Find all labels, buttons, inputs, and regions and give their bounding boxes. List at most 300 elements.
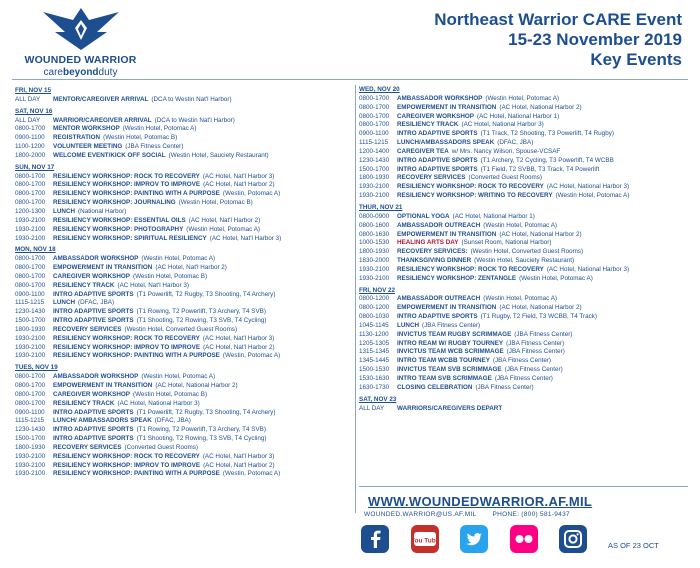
event-time: 1315-1345 bbox=[359, 348, 390, 356]
event-name: THANKSGIVING DINNER bbox=[397, 257, 472, 265]
event-time: 0800-1700 bbox=[15, 125, 46, 133]
event-location: (Westin, Potomac A) bbox=[222, 352, 281, 360]
event-name: RESILIENCY TRACK bbox=[53, 281, 115, 289]
event-time: 1930-2100 bbox=[15, 334, 46, 342]
event-row bbox=[15, 426, 355, 435]
event-name: WARRIORS/CAREGIVERS DEPART bbox=[397, 404, 503, 412]
event-location: (T1 Rugby, T2 Field, T3 WCBB, T4 Track) bbox=[480, 313, 598, 321]
event-row bbox=[15, 409, 355, 418]
event-row bbox=[359, 95, 689, 104]
event-time: ALL DAY bbox=[15, 95, 41, 103]
event-location: (AC Hotel, National Harbor 3) bbox=[117, 399, 200, 407]
event-name: CAREGIVER WORKSHOP bbox=[53, 390, 130, 398]
event-name: INTRO ADAPTIVE SPORTS bbox=[53, 408, 134, 416]
event-name: VOLUNTEER MEETING bbox=[53, 143, 123, 151]
event-location: (JBA Fitness Center) bbox=[422, 321, 481, 329]
event-row bbox=[15, 152, 355, 161]
event-name: INTRO ADAPTIVE SPORTS bbox=[53, 290, 134, 298]
event-time: 0900-1100 bbox=[15, 408, 45, 416]
youtube-icon[interactable] bbox=[411, 525, 439, 553]
event-row bbox=[15, 273, 355, 282]
event-time: 1930-2100 bbox=[15, 352, 46, 360]
event-time: 1230-1430 bbox=[15, 308, 46, 316]
event-name: AMBASSADOR OUTREACH bbox=[397, 295, 481, 303]
event-location: (JBA Fitness Center) bbox=[506, 339, 565, 347]
event-name: EMPOWERMENT IN TRANSITION bbox=[53, 264, 153, 272]
event-location: (T1 Rowing, T2 Powerlift, T3 Archery, T4 SVB) bbox=[136, 308, 266, 316]
event-name: AMBASSADOR WORKSHOP bbox=[53, 255, 139, 263]
event-name: INVICTUS TEAM WCB SCRIMMAGE bbox=[397, 348, 504, 356]
event-row bbox=[15, 344, 355, 353]
event-location: (T1 Rowing, T2 Powerlift, T3 Archery, T4 SVB) bbox=[136, 426, 266, 434]
event-row bbox=[15, 190, 355, 199]
title-line-3: Key Events bbox=[590, 50, 682, 69]
event-location: (T1 Shooting, T2 Rowing, T3 SVB, T4 Cycling) bbox=[136, 435, 267, 443]
event-time: 0800-1700 bbox=[15, 281, 46, 289]
event-name: INTRO ADAPTIVE SPORTS bbox=[397, 130, 478, 138]
event-name: LUNCH/AMBASSADORS SPEAK bbox=[397, 139, 495, 147]
event-row bbox=[15, 173, 355, 182]
day-block bbox=[15, 364, 355, 479]
event-row bbox=[359, 257, 689, 266]
event-name: INTRO ADAPTIVE SPORTS bbox=[397, 156, 478, 164]
title-line-1: Northeast Warrior CARE Event bbox=[434, 10, 682, 29]
event-time: 1500-1700 bbox=[359, 165, 390, 173]
event-name: MENTOR/CAREGIVER ARRIVAL bbox=[53, 95, 149, 103]
event-name: LUNCH bbox=[397, 321, 420, 329]
event-row bbox=[359, 304, 689, 313]
event-location: (Westin Hotel, Potomac B) bbox=[178, 199, 253, 207]
event-name: HEALING ARTS DAY bbox=[397, 239, 459, 247]
event-row bbox=[359, 295, 689, 304]
event-time: 1800-1930 bbox=[359, 248, 390, 256]
day-header: THUR, NOV 21 bbox=[359, 203, 403, 211]
event-location: (T1 Shooting, T2 Rowing, T3 SVB, T4 Cycling) bbox=[136, 317, 267, 325]
event-name: INVICTUS TEAM SVB SCRIMMAGE bbox=[397, 366, 502, 374]
logo-wordmark: WOUNDED WARRIOR bbox=[24, 54, 137, 66]
event-time: 1530-1630 bbox=[359, 375, 390, 382]
event-time: 1200-1400 bbox=[359, 147, 390, 155]
event-location: (National Harbor) bbox=[78, 207, 127, 215]
event-time: 1800-1930 bbox=[359, 174, 390, 182]
event-row bbox=[15, 264, 355, 273]
event-row bbox=[15, 291, 355, 300]
instagram-icon[interactable] bbox=[559, 525, 587, 553]
event-location: (Westin, Potomac A) bbox=[222, 190, 281, 198]
event-time: 0800-1700 bbox=[15, 199, 46, 207]
event-location: (Westin Hotel, Potomac A) bbox=[141, 255, 216, 263]
event-name: RECOVERY SERVICES bbox=[397, 174, 466, 182]
event-name: MENTOR WORKSHOP bbox=[53, 125, 120, 133]
event-name: AMBASSADOR WORKSHOP bbox=[397, 94, 483, 102]
event-location: (Westin Hotel, Potomac A) bbox=[122, 125, 197, 133]
event-location: (T1 Powerlift, T2 Rugby, T3 Shooting, T4 Archery) bbox=[136, 290, 276, 298]
event-row bbox=[15, 208, 355, 217]
svg-text:You Tube: You Tube bbox=[411, 537, 439, 545]
event-name: CAREGIVER WORKSHOP bbox=[397, 112, 474, 120]
event-location: (Westin, Potomac A) bbox=[222, 470, 281, 478]
event-name: EMPOWERMENT IN TRANSITION bbox=[397, 304, 497, 312]
event-time: 1100-1200 bbox=[15, 143, 45, 151]
event-time: 1200-1300 bbox=[15, 207, 46, 215]
day-block bbox=[359, 287, 689, 393]
event-location: (T1 Powerlift, T2 Rugby, T3 Shooting, T4 Archery) bbox=[136, 408, 276, 416]
event-name: WARRIOR/CAREGIVER ARRIVAL bbox=[53, 116, 152, 124]
page-title bbox=[434, 10, 682, 70]
event-name: CLOSING CELEBRATION bbox=[397, 383, 473, 391]
title-line-2: 15-23 November 2019 bbox=[508, 30, 682, 49]
event-row bbox=[15, 444, 355, 453]
event-row bbox=[15, 373, 355, 382]
event-row bbox=[15, 96, 355, 105]
event-row bbox=[359, 222, 689, 231]
event-location: (AC Hotel, National Harbor 1) bbox=[476, 112, 560, 120]
event-row bbox=[15, 181, 355, 190]
event-row bbox=[15, 382, 355, 391]
event-time: 1230-1430 bbox=[359, 156, 390, 164]
event-time: 1930-2100 bbox=[359, 183, 390, 191]
event-time: 0800-1700 bbox=[15, 181, 46, 189]
event-time: 1930-2100 bbox=[15, 461, 46, 469]
event-row bbox=[15, 470, 355, 479]
event-row bbox=[359, 213, 689, 222]
event-name: RESILIENCY WORKSHOP: WRITING TO RECOVERY bbox=[397, 192, 553, 200]
event-time: 0800-0900 bbox=[359, 212, 390, 220]
contact-phone: PHONE: (800) 581-9437 bbox=[492, 511, 570, 518]
event-location: (JBA Fitness Center) bbox=[504, 366, 563, 374]
event-location: (Westin Hotel, Sauciety Restaurant) bbox=[168, 151, 269, 159]
event-row bbox=[15, 125, 355, 134]
event-location: (Westin Hotel, Potomac A) bbox=[555, 192, 630, 200]
event-row bbox=[15, 217, 355, 226]
event-row bbox=[359, 375, 689, 384]
event-row bbox=[15, 117, 355, 126]
day-block bbox=[15, 108, 355, 161]
event-time: 1930-2100 bbox=[359, 265, 390, 273]
day-header: FRI, NOV 15 bbox=[15, 87, 52, 94]
event-row bbox=[359, 313, 689, 322]
event-location: (AC Hotel, National Harbor 1) bbox=[452, 212, 535, 220]
event-row bbox=[15, 400, 355, 409]
website-link[interactable]: WWW.WOUNDEDWARRIOR.AF.MIL bbox=[368, 494, 593, 509]
event-location: (Converted Guest Rooms) bbox=[468, 174, 542, 182]
event-row bbox=[15, 435, 355, 444]
event-time: 1930-2100 bbox=[359, 192, 390, 200]
event-name: RESILIENCY WORKSHOP: ROCK TO RECOVERY bbox=[397, 265, 544, 273]
event-row bbox=[359, 157, 689, 166]
event-name: RESILIENCY WORKSHOP: ESSENTIAL OILS bbox=[53, 216, 186, 224]
event-time: 0800-1700 bbox=[15, 264, 46, 272]
event-time: 1930-2100 bbox=[15, 470, 46, 478]
event-row bbox=[359, 130, 689, 139]
event-name: RESILIENCY TRACK bbox=[53, 399, 115, 407]
day-header: FRI, NOV 22 bbox=[359, 286, 396, 294]
event-name: CAREGIVER WORKSHOP bbox=[53, 272, 130, 280]
event-location: (JBA Fitness Center) bbox=[514, 330, 573, 338]
event-name: RESILIENCY WORKSHOP: ZENTANGLE bbox=[397, 274, 517, 282]
header-divider bbox=[12, 79, 688, 80]
event-time: 0800-1700 bbox=[15, 272, 46, 280]
event-time: 0800-1700 bbox=[15, 399, 46, 407]
event-name: CAREGIVER TEA bbox=[397, 147, 449, 155]
event-row bbox=[359, 366, 689, 375]
contact-line bbox=[364, 511, 570, 518]
event-time: 0800-1030 bbox=[359, 313, 390, 321]
event-location: (Westin Hotel, Potomac A) bbox=[141, 373, 216, 381]
event-time: 0800-1630 bbox=[359, 230, 390, 238]
event-location: (JBA Fitness Center) bbox=[506, 348, 565, 356]
event-name: LUNCH/ AMBASSADORS SPEAK bbox=[53, 417, 152, 425]
event-time: 1800-1930 bbox=[15, 443, 46, 451]
event-name: INTRO ADAPTIVE SPORTS bbox=[397, 313, 478, 321]
event-time: 0800-1700 bbox=[359, 121, 390, 129]
event-row bbox=[359, 121, 689, 130]
event-time: 0800-1700 bbox=[359, 103, 390, 111]
twitter-icon[interactable] bbox=[460, 525, 488, 553]
event-location: (DCA to Westin Nat'l Harbor) bbox=[154, 116, 235, 124]
event-location: (DFAC, JBA) bbox=[154, 417, 191, 425]
event-time: 0800-1700 bbox=[359, 94, 390, 102]
event-row bbox=[15, 326, 355, 335]
event-name: INTRO TEAM SVB SCRIMMAGE bbox=[397, 375, 492, 382]
event-name: RESILIENCY WORKSHOP: JOURNALING bbox=[53, 199, 176, 207]
event-location: (JBA Fitness Center) bbox=[494, 375, 553, 382]
event-time: 0900-1100 bbox=[15, 290, 45, 298]
event-name: RESILIENCY WORKSHOP: IMPROV TO IMPROVE bbox=[53, 343, 201, 351]
event-name: RECOVERY SERVICES bbox=[53, 325, 122, 333]
event-time: 1130-1200 bbox=[359, 330, 389, 338]
event-name: EMPOWERMENT IN TRANSITION bbox=[53, 382, 153, 389]
event-name: INTRO TEAM WCBB TOURNEY bbox=[397, 357, 490, 365]
event-location: (Westin Hotel, Potomac B) bbox=[103, 134, 178, 142]
event-row bbox=[15, 282, 355, 291]
event-name: RESILIENCY WORKSHOP: SPIRITUAL RESILIENCY bbox=[53, 234, 207, 242]
event-name: RECOVERY SERVICES: bbox=[397, 248, 468, 256]
event-row bbox=[15, 143, 355, 152]
day-block bbox=[15, 87, 355, 105]
footer-divider bbox=[359, 486, 688, 487]
event-name: INTRO ADAPTIVE SPORTS bbox=[53, 308, 134, 316]
event-row bbox=[15, 453, 355, 462]
event-location: (Westin Hotel, Converted Guest Rooms) bbox=[470, 248, 584, 256]
event-row bbox=[359, 384, 689, 393]
event-location: w/ Mrs. Nancy Wilson, Spouse-VCSAF bbox=[451, 147, 561, 155]
event-name: RESILIENCY WORKSHOP: ROCK TO RECOVERY bbox=[53, 172, 200, 180]
event-time: 0800-1700 bbox=[15, 255, 46, 263]
as-of-date: AS OF 23 OCT bbox=[608, 541, 659, 550]
event-row bbox=[359, 357, 689, 366]
event-time: 1205-1305 bbox=[359, 339, 390, 347]
event-name: INTRO ADAPTIVE SPORTS bbox=[397, 165, 478, 173]
event-name: REGISTRATION bbox=[53, 134, 101, 142]
event-time: 1830-2000 bbox=[359, 257, 390, 265]
event-row bbox=[359, 405, 689, 414]
event-name: INVICTUS TEAM RUGBY SCRIMMAGE bbox=[397, 330, 512, 338]
event-name: EMPOWERMENT IN TRANSITION bbox=[397, 230, 497, 238]
event-row bbox=[15, 317, 355, 326]
event-time: 1115-1215 bbox=[359, 139, 389, 147]
day-header: SAT, NOV 23 bbox=[359, 395, 397, 403]
event-location: (AC Hotel, Nat'l Harbor 2) bbox=[203, 181, 275, 189]
event-location: (DCA to Westin Nat'l Harbor) bbox=[151, 95, 232, 103]
event-row bbox=[359, 104, 689, 113]
event-time: 1930-2100 bbox=[15, 452, 46, 460]
event-row bbox=[15, 417, 355, 426]
event-row bbox=[359, 239, 689, 248]
event-time: 1230-1430 bbox=[15, 426, 46, 434]
event-row bbox=[359, 192, 689, 201]
schedule-right-column bbox=[359, 83, 689, 413]
event-name: INTRO ADAPTIVE SPORTS bbox=[53, 435, 134, 443]
event-name: RESILIENCY WORKSHOP: PAINTING WITH A PURPOSE bbox=[53, 190, 220, 198]
event-name: RESILIENCY WORKSHOP: PAINTING WITH A PURPOSE bbox=[53, 352, 220, 360]
event-time: 1115-1215 bbox=[15, 299, 45, 307]
event-name: WELCOME EVENT/KICK OFF SOCIAL bbox=[53, 151, 166, 159]
event-name: RECOVERY SERVICES bbox=[53, 443, 122, 451]
event-time: ALL DAY bbox=[15, 116, 41, 124]
event-name: AMBASSADOR WORKSHOP bbox=[53, 373, 139, 381]
event-location: (JBA Fitness Center) bbox=[475, 383, 534, 391]
event-row bbox=[359, 266, 689, 275]
event-time: 1930-2100 bbox=[15, 225, 46, 233]
event-time: 1115-1215 bbox=[15, 417, 45, 425]
event-location: (Sunset Room, National Harbor) bbox=[461, 239, 552, 247]
event-row bbox=[359, 113, 689, 122]
event-time: 0900-1100 bbox=[15, 134, 45, 142]
flickr-icon[interactable] bbox=[510, 525, 538, 553]
event-time: 0800-1700 bbox=[359, 112, 390, 120]
event-row bbox=[359, 183, 689, 192]
event-row bbox=[359, 148, 689, 157]
event-time: 0800-1600 bbox=[359, 221, 390, 229]
event-location: (AC Hotel, Nat'l Harbor 2) bbox=[203, 461, 275, 469]
event-time: 1930-2100 bbox=[15, 234, 46, 242]
event-row bbox=[15, 235, 355, 244]
event-row bbox=[15, 255, 355, 264]
event-row bbox=[359, 231, 689, 240]
event-location: (Westin Hotel, Converted Guest Rooms) bbox=[124, 325, 238, 333]
event-time: 1500-1700 bbox=[15, 435, 46, 443]
event-row bbox=[359, 248, 689, 257]
event-time: 1930-2100 bbox=[359, 274, 390, 282]
event-location: (Westin Hotel, Potomac A) bbox=[483, 295, 557, 303]
event-row bbox=[15, 391, 355, 400]
event-location: (JBA Fitness Center) bbox=[125, 143, 184, 151]
event-row bbox=[15, 335, 355, 344]
day-block bbox=[15, 164, 355, 244]
event-location: (AC Hotel, Nat'l Harbor 3) bbox=[202, 334, 275, 342]
event-time: 1000-1530 bbox=[359, 239, 390, 247]
logo-tagline: carebeyondduty bbox=[43, 67, 118, 78]
event-time: 0800-1700 bbox=[15, 390, 46, 398]
event-name: RESILIENCY WORKSHOP: IMPROV TO IMPROVE bbox=[53, 181, 201, 189]
event-name: EMPOWERMENT IN TRANSITION bbox=[397, 103, 497, 111]
event-location: (Westin Hotel, Potomac B) bbox=[132, 272, 208, 280]
day-block bbox=[359, 86, 689, 201]
event-location: (T1 Track, T2 Shooting, T3 Powerlift, T4 Rugby) bbox=[480, 130, 614, 138]
event-location: (AC Hotel, Nat'l Harbor 3) bbox=[202, 172, 275, 180]
event-location: (AC Hotel, Nat'l Harbor 3) bbox=[202, 452, 275, 460]
event-time: 0800-1700 bbox=[15, 373, 46, 381]
event-time: 0800-1700 bbox=[15, 382, 46, 389]
event-name: LUNCH bbox=[53, 207, 76, 215]
event-location: (AC Hotel, Nat'l Harbor 2) bbox=[203, 343, 275, 351]
event-time: 1345-1445 bbox=[359, 357, 390, 365]
day-header: SAT, NOV 16 bbox=[15, 107, 53, 115]
wounded-warrior-logo bbox=[13, 6, 148, 80]
event-row bbox=[15, 308, 355, 317]
air-force-wings-icon bbox=[41, 6, 121, 52]
event-name: INTRO ADAPTIVE SPORTS bbox=[53, 426, 134, 434]
event-location: (Westin Hotel, Potomac A) bbox=[186, 225, 261, 233]
event-location: (AC Hotel, Nat'l Harbor 2) bbox=[188, 216, 261, 224]
event-time: 1500-1700 bbox=[15, 317, 46, 325]
event-time: 0800-1200 bbox=[359, 304, 390, 312]
event-time: 1930-2100 bbox=[15, 216, 46, 224]
event-location: (Westin Hotel, Potomac A) bbox=[483, 221, 557, 229]
event-location: (AC Hotel, National Harbor 2) bbox=[499, 304, 582, 312]
event-time: 1500-1530 bbox=[359, 366, 390, 374]
event-time: 1800-1930 bbox=[15, 325, 46, 333]
event-row bbox=[359, 275, 689, 284]
event-name: RESILIENCY TRACK bbox=[397, 121, 459, 129]
event-location: (AC Hotel, Nat'l Harbor 3) bbox=[209, 234, 282, 242]
event-location: (Westin Hotel, Potomac A) bbox=[485, 94, 560, 102]
event-name: RESILIENCY WORKSHOP: IMPROV TO IMPROVE bbox=[53, 461, 201, 469]
contact-email[interactable]: WOUNDED.WARRIOR@US.AF.MIL bbox=[364, 511, 477, 518]
event-name: RESILIENCY WORKSHOP: ROCK TO RECOVERY bbox=[397, 183, 544, 191]
event-name: INTRO REAM W/ RUGBY TOURNEY bbox=[397, 339, 504, 347]
event-location: (AC Hotel, National Harbor 2) bbox=[499, 230, 582, 238]
event-time: 1800-2000 bbox=[15, 151, 46, 159]
event-location: (JBA Fitness Center) bbox=[492, 357, 552, 365]
event-location: (AC Hotel, National Harbor 3) bbox=[546, 265, 630, 273]
event-time: ALL DAY bbox=[359, 404, 385, 412]
event-location: (T1 Archery, T2 Cycling, T3 Powerlift, T4 WCBB bbox=[480, 156, 614, 164]
event-row bbox=[15, 352, 355, 361]
event-row bbox=[15, 299, 355, 308]
event-time: 0800-1200 bbox=[359, 295, 390, 303]
day-block bbox=[359, 204, 689, 284]
event-row bbox=[359, 322, 689, 331]
event-name: RESILIENCY WORKSHOP: PAINTING WITH A PURPOSE bbox=[53, 470, 220, 478]
event-row bbox=[359, 139, 689, 148]
event-row bbox=[15, 462, 355, 471]
facebook-icon[interactable] bbox=[361, 525, 389, 553]
event-location: (AC Hotel, National Harbor 3) bbox=[461, 121, 544, 129]
day-header: WED, NOV 20 bbox=[359, 86, 400, 93]
event-location: (DFAC, JBA) bbox=[497, 139, 534, 147]
event-time: 1045-1145 bbox=[359, 321, 389, 329]
event-row bbox=[15, 226, 355, 235]
schedule-left-column bbox=[15, 84, 355, 479]
event-row bbox=[15, 199, 355, 208]
event-name: OPTIONAL YOGA bbox=[397, 212, 450, 220]
event-time: 1930-2100 bbox=[15, 343, 46, 351]
day-block bbox=[15, 246, 355, 361]
event-row bbox=[359, 340, 689, 349]
event-location: (AC Hotel, Nat'l Harbor 2) bbox=[155, 264, 227, 272]
event-name: RESILIENCY WORKSHOP: ROCK TO RECOVERY bbox=[53, 334, 200, 342]
event-location: (Westin Hotel, Sauciety Restaurant) bbox=[474, 257, 575, 265]
event-row bbox=[359, 166, 689, 175]
event-name: AMBASSADOR OUTREACH bbox=[397, 221, 481, 229]
event-row bbox=[359, 331, 689, 340]
event-location: (AC Hotel, National Harbor 2) bbox=[155, 382, 238, 389]
event-location: (DFAC, JBA) bbox=[78, 299, 115, 307]
event-location: (T1 Field, T2 SVBB, T3 Track, T4 Powerlift bbox=[480, 165, 600, 173]
event-time: 1630-1730 bbox=[359, 383, 390, 391]
